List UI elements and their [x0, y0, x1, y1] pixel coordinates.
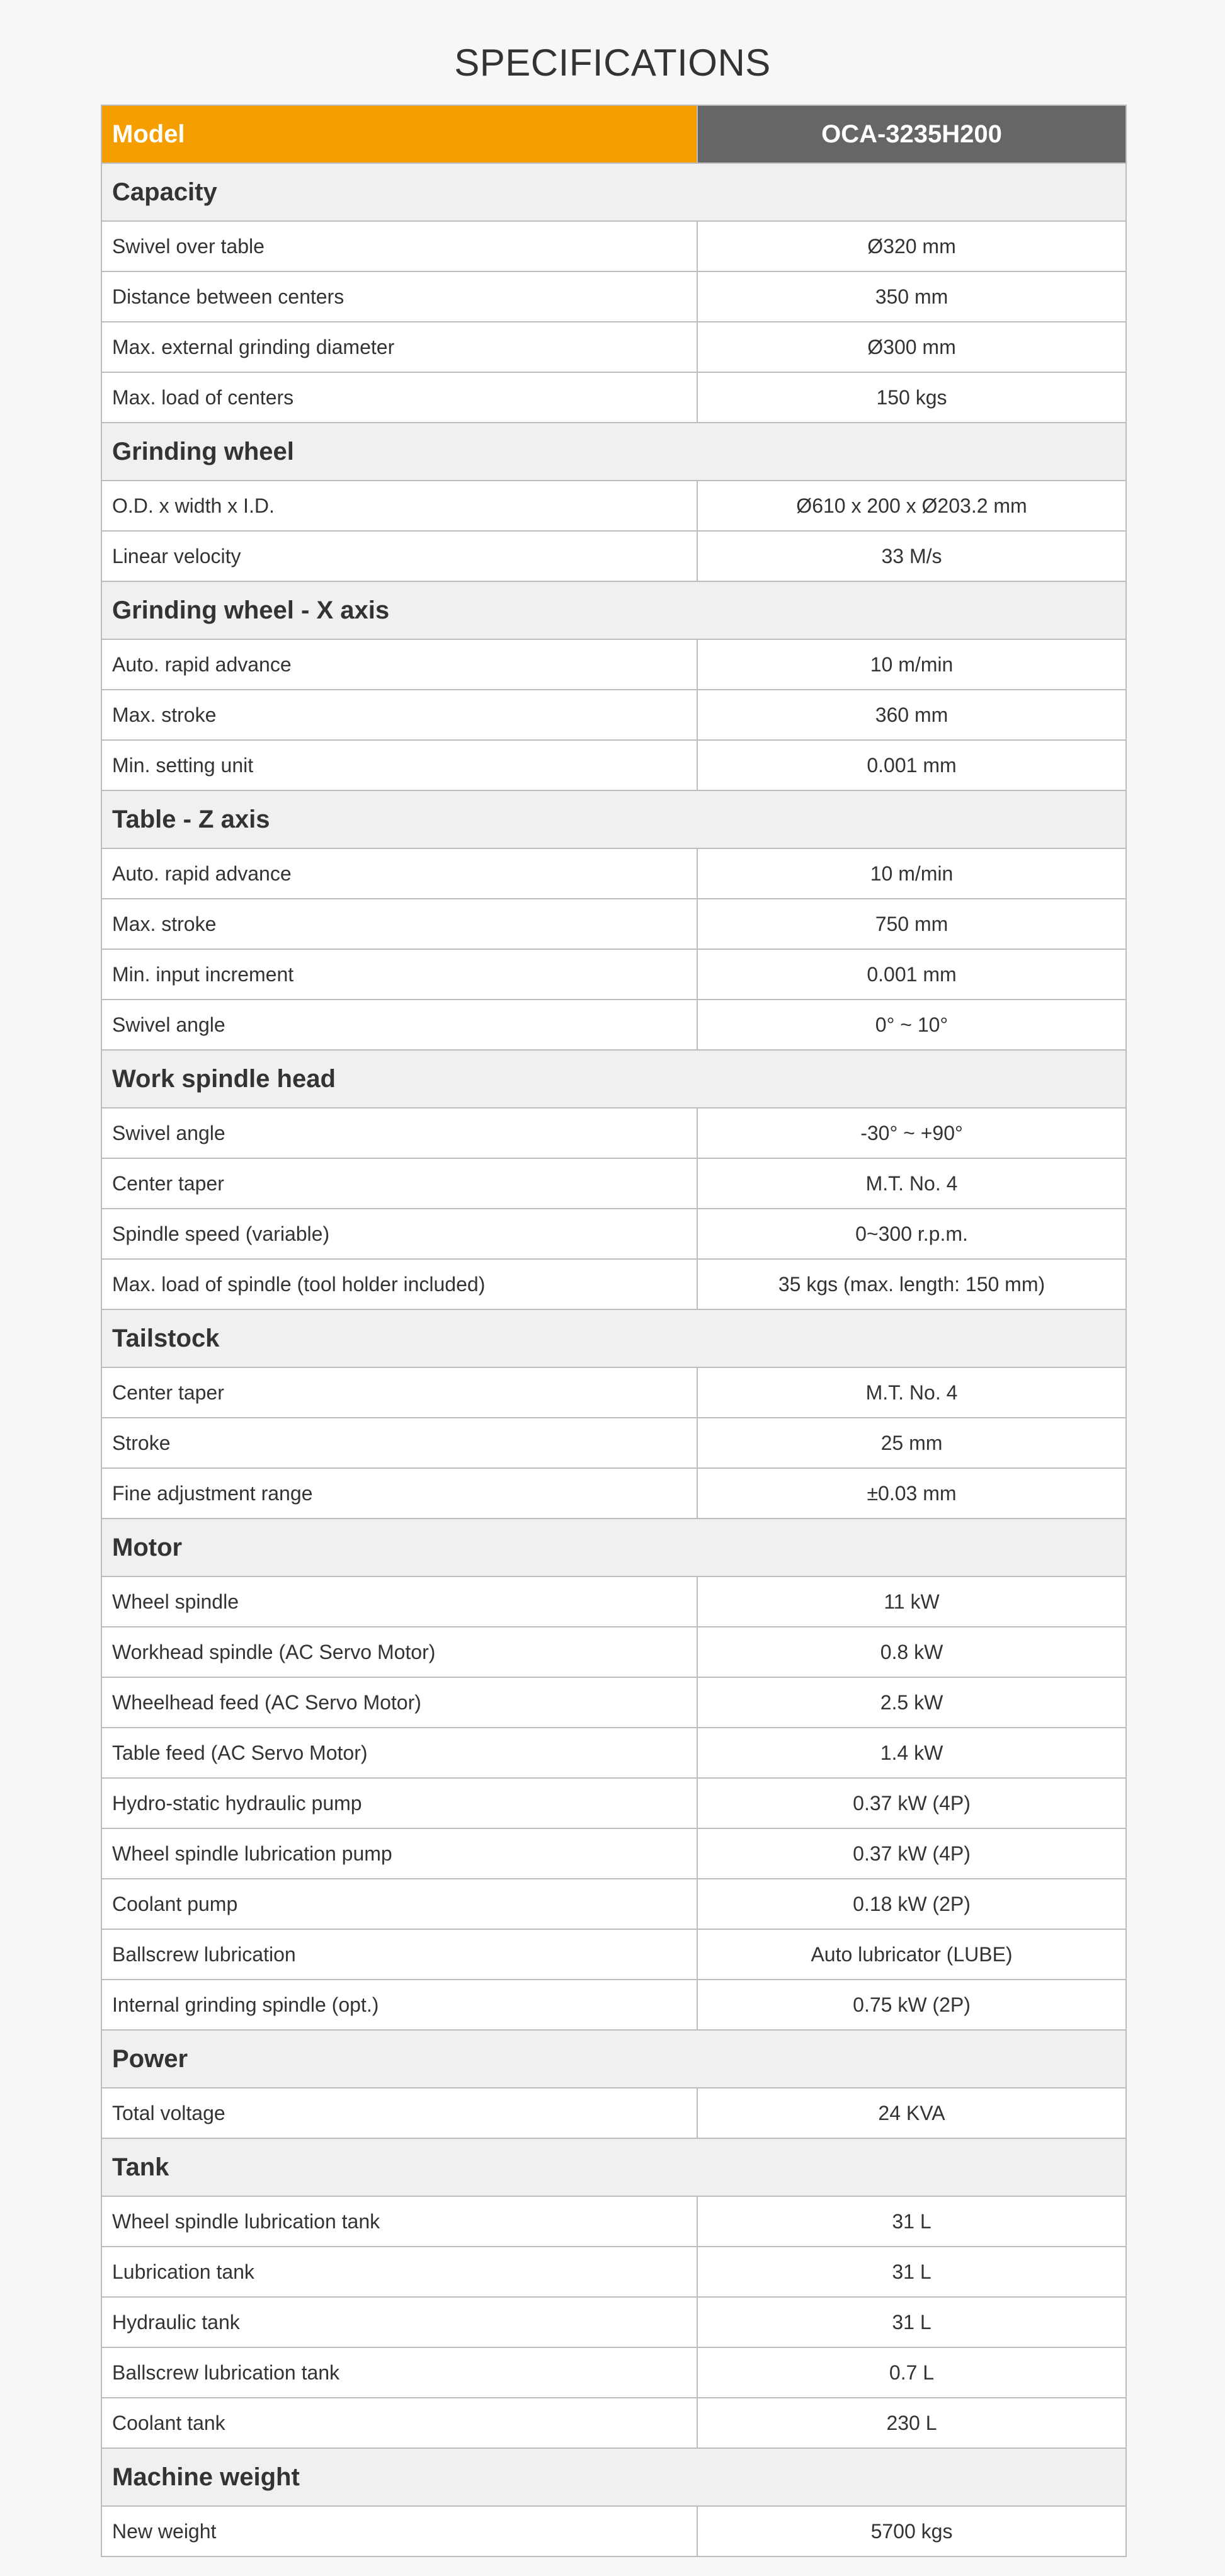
spec-label: Swivel over table	[101, 221, 697, 271]
spec-label: Distance between centers	[101, 271, 697, 322]
spec-label: Fine adjustment range	[101, 1468, 697, 1519]
section-title: Power	[101, 2030, 1126, 2088]
spec-row	[101, 1367, 1126, 1418]
spec-row	[101, 271, 1126, 322]
section-header-tailstock	[101, 1309, 1126, 1367]
spec-value: 0.001 mm	[697, 740, 1126, 790]
spec-label: Lubrication tank	[101, 2247, 697, 2297]
spec-row	[101, 1468, 1126, 1519]
spec-row	[101, 2088, 1126, 2138]
spec-label: Ballscrew lubrication	[101, 1929, 697, 1980]
spec-row	[101, 1980, 1126, 2030]
spec-value: Ø610 x 200 x Ø203.2 mm	[697, 481, 1126, 531]
section-title: Capacity	[101, 163, 1126, 221]
spec-label: New weight	[101, 2506, 697, 2556]
spec-label: Max. stroke	[101, 690, 697, 740]
spec-value: ±0.03 mm	[697, 1468, 1126, 1519]
spec-value: 31 L	[697, 2297, 1126, 2347]
spec-row	[101, 1158, 1126, 1209]
spec-row	[101, 1778, 1126, 1828]
spec-row	[101, 1728, 1126, 1778]
spec-label: Max. external grinding diameter	[101, 322, 697, 372]
spec-value: 0.37 kW (4P)	[697, 1828, 1126, 1879]
section-header-work-spindle-head	[101, 1050, 1126, 1108]
spec-value: 25 mm	[697, 1418, 1126, 1468]
spec-label: Min. setting unit	[101, 740, 697, 790]
model-row	[101, 105, 1126, 163]
spec-row	[101, 848, 1126, 899]
spec-row	[101, 1576, 1126, 1627]
section-title: Tank	[101, 2138, 1126, 2196]
spec-value: 35 kgs (max. length: 150 mm)	[697, 1259, 1126, 1309]
spec-label: Wheelhead feed (AC Servo Motor)	[101, 1677, 697, 1728]
spec-label: Workhead spindle (AC Servo Motor)	[101, 1627, 697, 1677]
spec-row	[101, 2196, 1126, 2247]
spec-value: 0.18 kW (2P)	[697, 1879, 1126, 1929]
section-title: Grinding wheel	[101, 423, 1126, 481]
spec-row	[101, 2506, 1126, 2556]
spec-row	[101, 2297, 1126, 2347]
spec-label: Center taper	[101, 1158, 697, 1209]
spec-row	[101, 1828, 1126, 1879]
spec-row	[101, 1929, 1126, 1980]
spec-value: 150 kgs	[697, 372, 1126, 423]
spec-row	[101, 1259, 1126, 1309]
section-header-capacity	[101, 163, 1126, 221]
section-title: Table - Z axis	[101, 790, 1126, 848]
spec-label: Spindle speed (variable)	[101, 1209, 697, 1259]
section-title: Motor	[101, 1519, 1126, 1576]
spec-value: 0.8 kW	[697, 1627, 1126, 1677]
spec-row	[101, 1879, 1126, 1929]
spec-row	[101, 899, 1126, 949]
spec-row	[101, 481, 1126, 531]
spec-value: 31 L	[697, 2196, 1126, 2247]
spec-label: Total voltage	[101, 2088, 697, 2138]
spec-value: 350 mm	[697, 271, 1126, 322]
spec-label: Hydro-static hydraulic pump	[101, 1778, 697, 1828]
spec-value: 230 L	[697, 2398, 1126, 2448]
spec-value: -30° ~ +90°	[697, 1108, 1126, 1158]
section-header-machine-weight	[101, 2448, 1126, 2506]
spec-label: Coolant pump	[101, 1879, 697, 1929]
spec-row	[101, 949, 1126, 1000]
spec-value: M.T. No. 4	[697, 1158, 1126, 1209]
spec-value: 0.37 kW (4P)	[697, 1778, 1126, 1828]
spec-value: 10 m/min	[697, 848, 1126, 899]
spec-label: Swivel angle	[101, 1108, 697, 1158]
spec-value: 1.4 kW	[697, 1728, 1126, 1778]
spec-value: 0.75 kW (2P)	[697, 1980, 1126, 2030]
spec-value: 33 M/s	[697, 531, 1126, 581]
section-title: Machine weight	[101, 2448, 1126, 2506]
section-title: Tailstock	[101, 1309, 1126, 1367]
spec-label: Center taper	[101, 1367, 697, 1418]
spec-label: Ballscrew lubrication tank	[101, 2347, 697, 2398]
page-title: SPECIFICATIONS	[454, 42, 771, 84]
spec-label: Max. load of spindle (tool holder included)	[101, 1259, 697, 1309]
section-header-grinding-wheel	[101, 423, 1126, 481]
spec-label: Wheel spindle	[101, 1576, 697, 1627]
spec-row	[101, 639, 1126, 690]
spec-label: Table feed (AC Servo Motor)	[101, 1728, 697, 1778]
spec-label: Auto. rapid advance	[101, 639, 697, 690]
spec-value: 31 L	[697, 2247, 1126, 2297]
spec-value: Ø300 mm	[697, 322, 1126, 372]
spec-row	[101, 2398, 1126, 2448]
spec-value: M.T. No. 4	[697, 1367, 1126, 1418]
section-header-table-z-axis	[101, 790, 1126, 848]
spec-value: 11 kW	[697, 1576, 1126, 1627]
spec-label: Swivel angle	[101, 1000, 697, 1050]
spec-label: Min. input increment	[101, 949, 697, 1000]
spec-value: 750 mm	[697, 899, 1126, 949]
spec-label: Internal grinding spindle (opt.)	[101, 1980, 697, 2030]
spec-row	[101, 2247, 1126, 2297]
spec-row	[101, 2347, 1126, 2398]
spec-label: O.D. x width x I.D.	[101, 481, 697, 531]
spec-value: 10 m/min	[697, 639, 1126, 690]
spec-row	[101, 1108, 1126, 1158]
spec-label: Max. load of centers	[101, 372, 697, 423]
table-body	[101, 163, 1126, 2556]
section-header-tank	[101, 2138, 1126, 2196]
model-label: Model	[101, 105, 697, 163]
spec-label: Wheel spindle lubrication tank	[101, 2196, 697, 2247]
spec-row	[101, 740, 1126, 790]
spec-value: 5700 kgs	[697, 2506, 1126, 2556]
spec-row	[101, 1209, 1126, 1259]
spec-value: 360 mm	[697, 690, 1126, 740]
spec-value: 2.5 kW	[697, 1677, 1126, 1728]
spec-row	[101, 1000, 1126, 1050]
spec-row	[101, 221, 1126, 271]
spec-label: Coolant tank	[101, 2398, 697, 2448]
spec-row	[101, 372, 1126, 423]
spec-label: Stroke	[101, 1418, 697, 1468]
spec-value: Auto lubricator (LUBE)	[697, 1929, 1126, 1980]
spec-value: 0.001 mm	[697, 949, 1126, 1000]
spec-label: Max. stroke	[101, 899, 697, 949]
spec-label: Wheel spindle lubrication pump	[101, 1828, 697, 1879]
spec-value: 0~300 r.p.m.	[697, 1209, 1126, 1259]
spec-row	[101, 1418, 1126, 1468]
table-header	[101, 105, 1126, 163]
specifications-table	[101, 105, 1127, 2557]
spec-value: Ø320 mm	[697, 221, 1126, 271]
spec-label: Auto. rapid advance	[101, 848, 697, 899]
model-value: OCA-3235H200	[697, 105, 1126, 163]
spec-value: 24 KVA	[697, 2088, 1126, 2138]
spec-row	[101, 690, 1126, 740]
section-header-power	[101, 2030, 1126, 2088]
spec-value: 0° ~ 10°	[697, 1000, 1126, 1050]
section-title: Work spindle head	[101, 1050, 1126, 1108]
spec-row	[101, 1677, 1126, 1728]
section-header-grinding-wheel-x-axis	[101, 581, 1126, 639]
spec-row	[101, 322, 1126, 372]
section-header-motor	[101, 1519, 1126, 1576]
spec-label: Hydraulic tank	[101, 2297, 697, 2347]
spec-row	[101, 1627, 1126, 1677]
spec-row	[101, 531, 1126, 581]
spec-value: 0.7 L	[697, 2347, 1126, 2398]
spec-label: Linear velocity	[101, 531, 697, 581]
section-title: Grinding wheel - X axis	[101, 581, 1126, 639]
